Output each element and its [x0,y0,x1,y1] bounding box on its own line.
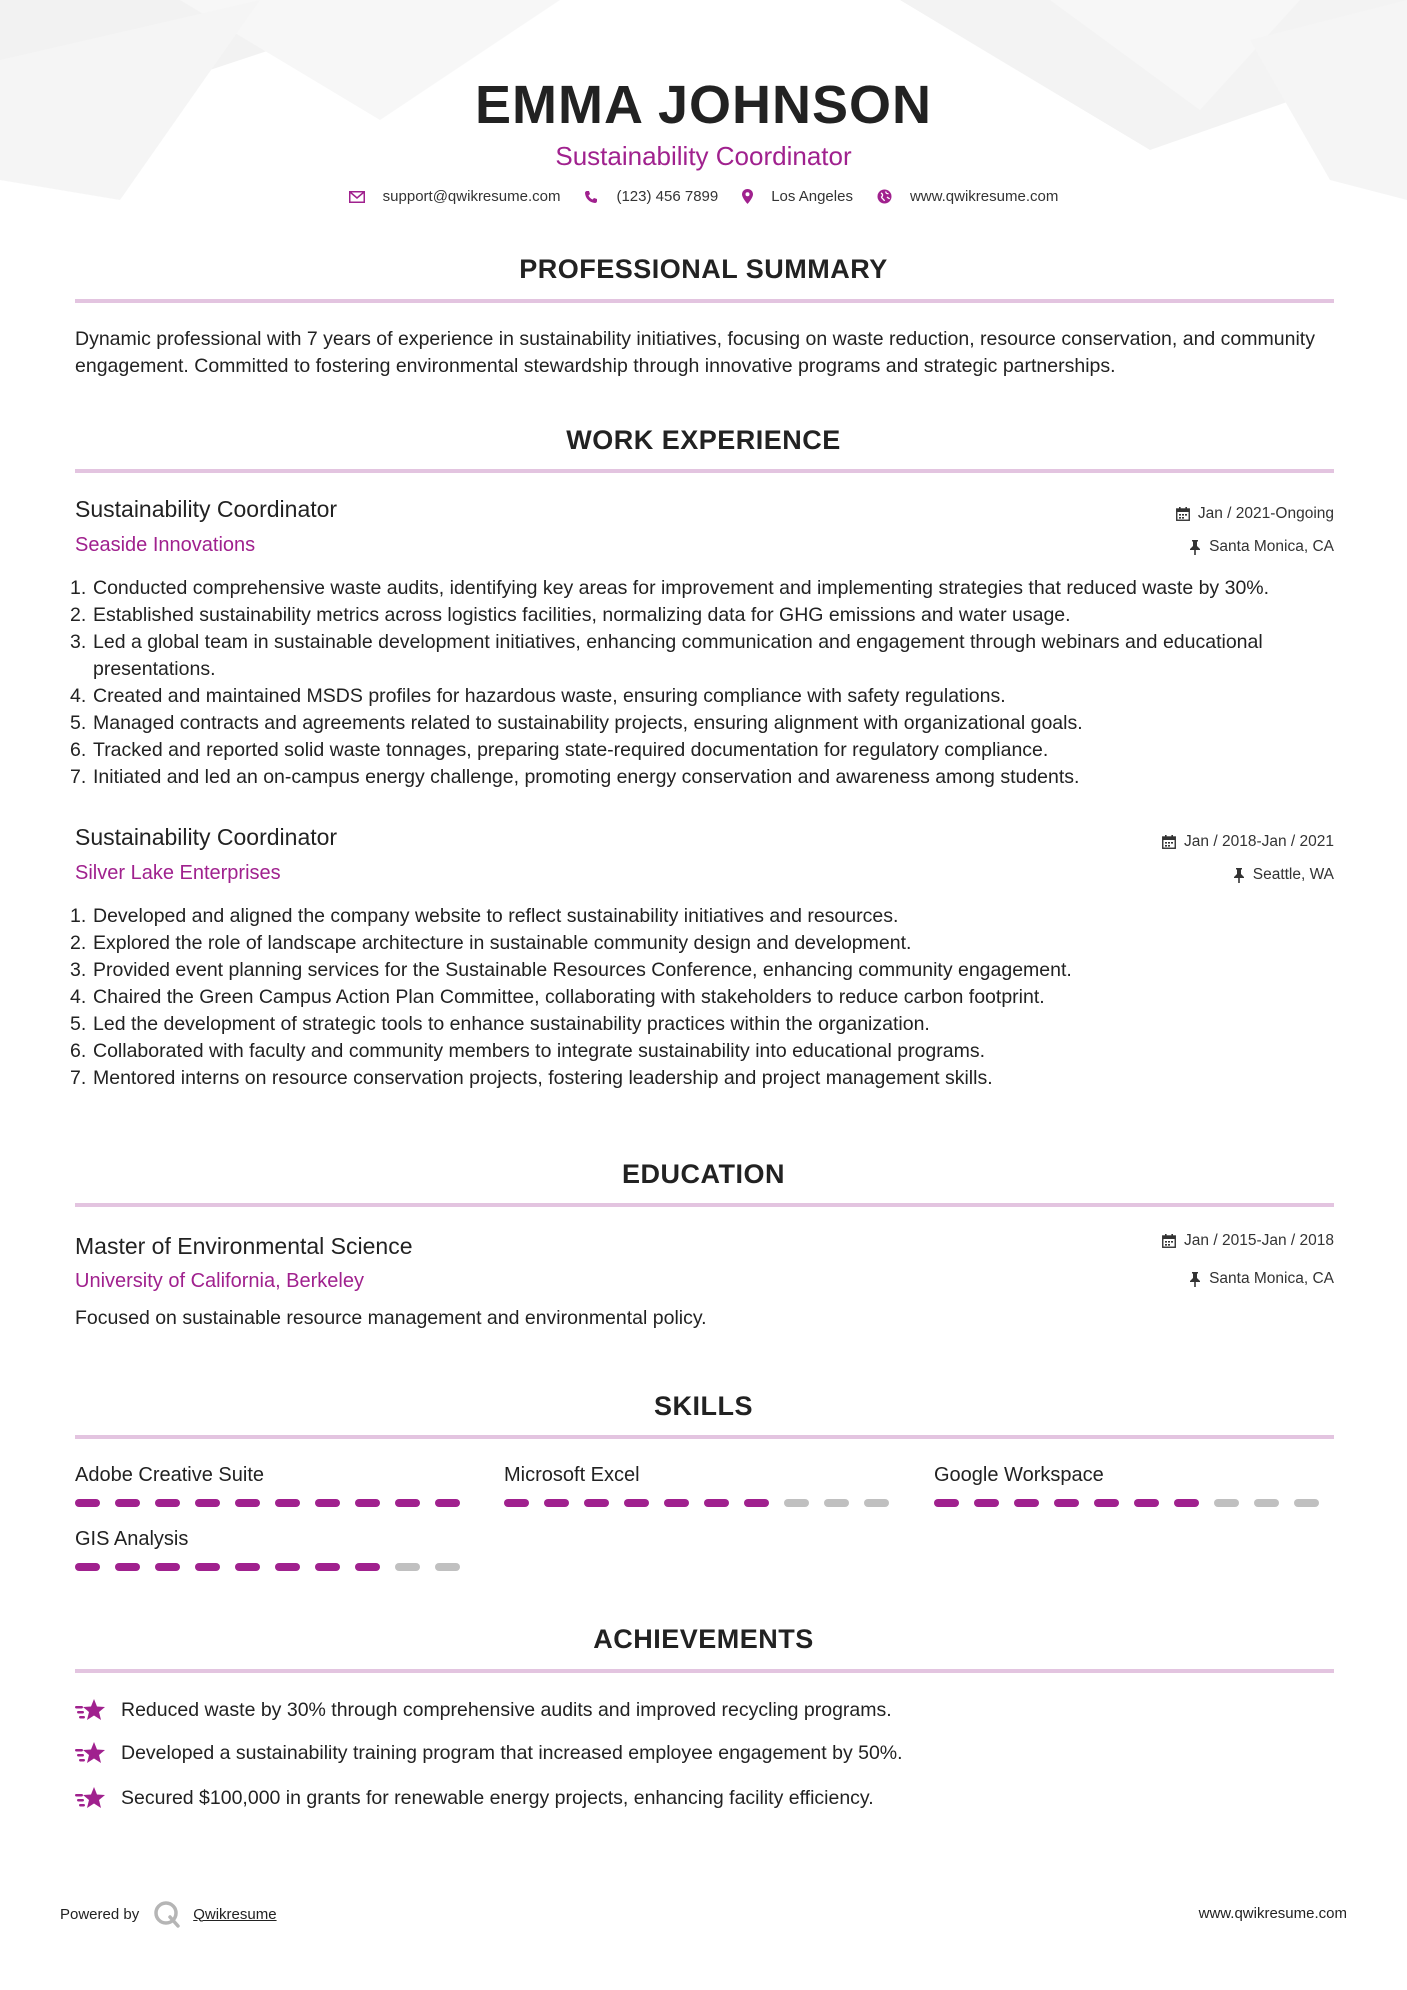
skill-dash-filled [704,1499,729,1507]
skill-name: Google Workspace [934,1464,1104,1486]
education-divider [75,1203,1334,1207]
pushpin-icon [1189,540,1201,555]
skill-dash-filled [544,1499,569,1507]
skill-dash-filled [195,1499,220,1507]
shooting-star-icon [75,1740,107,1766]
skill-item [504,1461,904,1507]
contact-website-text: www.qwikresume.com [909,188,1059,205]
list-text: Mentored interns on resource conservation projects, fostering leadership and project management skills. [93,1067,993,1089]
contact-email[interactable] [349,188,561,205]
skill-item [75,1525,475,1571]
list-text: Tracked and reported solid waste tonnages, preparing state-required documentation for regulatory compliance. [93,739,1049,761]
skill-name: Microsoft Excel [504,1464,640,1486]
achievement-item [75,1740,903,1766]
list-text: Chaired the Green Campus Action Plan Committee, collaborating with stakeholders to reduce carbon footprint. [93,986,1045,1008]
qwikresume-logo-icon [153,1900,183,1928]
envelope-icon [349,191,365,203]
list-text: Established sustainability metrics across logistics facilities, normalizing data for GHG emissions and water usage. [93,604,1071,626]
job-2-location-text: Seattle, WA [1252,866,1334,883]
list-item [70,903,1345,930]
skill-dash-filled [275,1563,300,1571]
powered-by-label: Powered by [60,1905,140,1923]
shooting-star-icon [75,1697,107,1723]
achievement-text: Secured $100,000 in grants for renewable energy projects, enhancing facility efficiency. [121,1786,874,1809]
achievements-heading: ACHIEVEMENTS [593,1624,814,1654]
list-number: 5. [70,712,87,734]
skill-dash-empty [784,1499,809,1507]
skill-dash-filled [115,1499,140,1507]
list-item [70,764,1345,791]
contact-bar [0,188,1407,205]
pushpin-icon [1233,868,1245,883]
skill-dash-filled [355,1563,380,1571]
qwikresume-link[interactable]: Qwikresume [193,1905,277,1923]
skill-dash-filled [744,1499,769,1507]
list-text: Collaborated with faculty and community members to integrate sustainability into educational programs. [93,1040,986,1062]
job-2-title: Sustainability Coordinator [75,824,338,850]
skill-dash-filled [584,1499,609,1507]
list-number: 7. [70,1067,87,1089]
education-degree: Master of Environmental Science [75,1233,413,1259]
candidate-title: Sustainability Coordinator [555,141,852,171]
achievements-divider [75,1669,1334,1673]
skill-name: GIS Analysis [75,1528,189,1550]
skill-dash-filled [624,1499,649,1507]
job-1-location-text: Santa Monica, CA [1209,538,1334,555]
calendar-icon [1176,507,1190,521]
experience-divider [75,469,1334,473]
footer-powered-by [60,1900,277,1928]
job-2-dates [1162,833,1334,851]
skill-dash-filled [195,1563,220,1571]
achievement-text: Developed a sustainability training program that increased employee engagement by 50%. [121,1741,903,1764]
candidate-name: EMMA JOHNSON [474,75,933,135]
skill-level-bar [934,1499,1334,1507]
skill-dash-filled [235,1499,260,1507]
job-2-company: Silver Lake Enterprises [75,862,281,884]
list-number: 7. [70,766,87,788]
job-1-dates-text: Jan / 2021-Ongoing [1197,505,1334,522]
list-item [70,930,1345,957]
skill-dash-filled [974,1499,999,1507]
list-number: 6. [70,1040,87,1062]
list-text: Managed contracts and agreements related to sustainability projects, ensuring alignment with organizational goals. [93,712,1083,734]
job-1-location [1189,538,1334,556]
list-number: 4. [70,685,87,707]
contact-email-text: support@qwikresume.com [382,188,561,205]
list-text: Initiated and led an on-campus energy challenge, promoting energy conservation and awareness among students. [93,766,1080,788]
globe-icon [877,189,892,204]
list-text: Provided event planning services for the Sustainable Resources Conference, enhancing community engagement. [93,959,1072,981]
list-number: 3. [70,959,87,981]
list-number: 1. [70,577,87,599]
resume-header [0,70,1407,176]
achievement-item [75,1785,874,1811]
list-text: Created and maintained MSDS profiles for hazardous waste, ensuring compliance with safety regulations. [93,685,1006,707]
skill-dash-filled [934,1499,959,1507]
list-item [70,602,1345,629]
skill-dash-empty [1214,1499,1239,1507]
list-text: Developed and aligned the company website to reflect sustainability initiatives and resources. [93,905,899,927]
footer-website-link[interactable]: www.qwikresume.com [1198,1905,1347,1922]
list-text: Led the development of strategic tools to enhance sustainability practices within the organization. [93,1013,930,1035]
list-item [70,1065,1345,1092]
education-dates [1162,1232,1334,1250]
job-2-location [1233,866,1334,884]
skill-dash-filled [115,1563,140,1571]
skill-dash-empty [864,1499,889,1507]
skill-name: Adobe Creative Suite [75,1464,265,1486]
list-item [70,710,1345,737]
education-location [1189,1270,1334,1288]
skill-level-bar [75,1499,475,1507]
calendar-icon [1162,1234,1176,1248]
skill-dash-filled [315,1499,340,1507]
list-number: 2. [70,932,87,954]
list-number: 4. [70,986,87,1008]
education-school: University of California, Berkeley [75,1270,364,1292]
skill-dash-filled [1134,1499,1159,1507]
skill-dash-filled [1174,1499,1199,1507]
skill-dash-empty [1254,1499,1279,1507]
summary-divider [75,299,1334,303]
job-1-bullets [70,575,1345,791]
contact-location-text: Los Angeles [771,188,853,205]
job-1-title: Sustainability Coordinator [75,496,338,522]
skill-dash-filled [75,1499,100,1507]
job-2-dates-text: Jan / 2018-Jan / 2021 [1184,833,1334,850]
list-text: Explored the role of landscape architecture in sustainable community design and development. [93,932,912,954]
job-2-bullets [70,903,1345,1092]
contact-phone[interactable] [584,188,718,205]
education-heading: EDUCATION [622,1159,785,1189]
list-item [70,984,1345,1011]
list-number: 2. [70,604,87,626]
phone-icon [584,190,598,204]
calendar-icon [1162,835,1176,849]
list-number: 6. [70,739,87,761]
list-text: Led a global team in sustainable development initiatives, enhancing communication and engagement through webinars and educational presentations. [93,631,1263,680]
map-pin-icon [742,189,753,204]
skill-item [75,1461,475,1507]
list-item [70,575,1345,602]
skill-dash-filled [504,1499,529,1507]
summary-text: Dynamic professional with 7 years of experience in sustainability initiatives, focusing on waste reduction, resource conservation, and community engagement. Committed to fostering environmental stewardship through innovative programs and strategic partnerships. [75,328,1315,377]
contact-location [742,188,853,205]
achievement-text: Reduced waste by 30% through comprehensive audits and improved recycling programs. [121,1698,892,1721]
list-item [70,1038,1345,1065]
skill-dash-empty [824,1499,849,1507]
skill-dash-filled [315,1563,340,1571]
list-item [70,957,1345,984]
list-item [70,1011,1345,1038]
education-location-text: Santa Monica, CA [1209,1270,1334,1287]
job-1-company: Seaside Innovations [75,534,256,556]
skill-dash-filled [1014,1499,1039,1507]
skill-dash-filled [1054,1499,1079,1507]
skill-dash-empty [395,1563,420,1571]
skill-dash-filled [435,1499,460,1507]
skill-dash-filled [235,1563,260,1571]
list-text: Conducted comprehensive waste audits, identifying key areas for improvement and implementing strategies that reduced waste by 30%. [93,577,1270,599]
skills-divider [75,1435,1334,1439]
skill-dash-filled [155,1499,180,1507]
list-number: 5. [70,1013,87,1035]
list-number: 1. [70,905,87,927]
job-1-dates [1176,505,1334,523]
skill-dash-filled [275,1499,300,1507]
education-dates-text: Jan / 2015-Jan / 2018 [1184,1232,1334,1249]
skill-level-bar [75,1563,475,1571]
skill-dash-empty [1294,1499,1319,1507]
list-item [70,629,1345,683]
skill-dash-filled [664,1499,689,1507]
experience-heading: WORK EXPERIENCE [566,425,841,455]
list-item [70,683,1345,710]
education-description: Focused on sustainable resource management and environmental policy. [75,1307,707,1329]
skill-dash-empty [435,1563,460,1571]
contact-phone-text: (123) 456 7899 [616,188,719,205]
skill-dash-filled [1094,1499,1119,1507]
summary-heading: PROFESSIONAL SUMMARY [519,254,888,284]
skill-item [934,1461,1334,1507]
skill-level-bar [504,1499,904,1507]
skill-dash-filled [75,1563,100,1571]
list-item [70,737,1345,764]
contact-website[interactable] [877,188,1058,205]
pushpin-icon [1189,1272,1201,1287]
skills-heading: SKILLS [653,1391,753,1421]
list-number: 3. [70,631,87,653]
skill-dash-filled [395,1499,420,1507]
shooting-star-icon [75,1785,107,1811]
skill-dash-filled [355,1499,380,1507]
achievement-item [75,1697,892,1723]
skill-dash-filled [155,1563,180,1571]
